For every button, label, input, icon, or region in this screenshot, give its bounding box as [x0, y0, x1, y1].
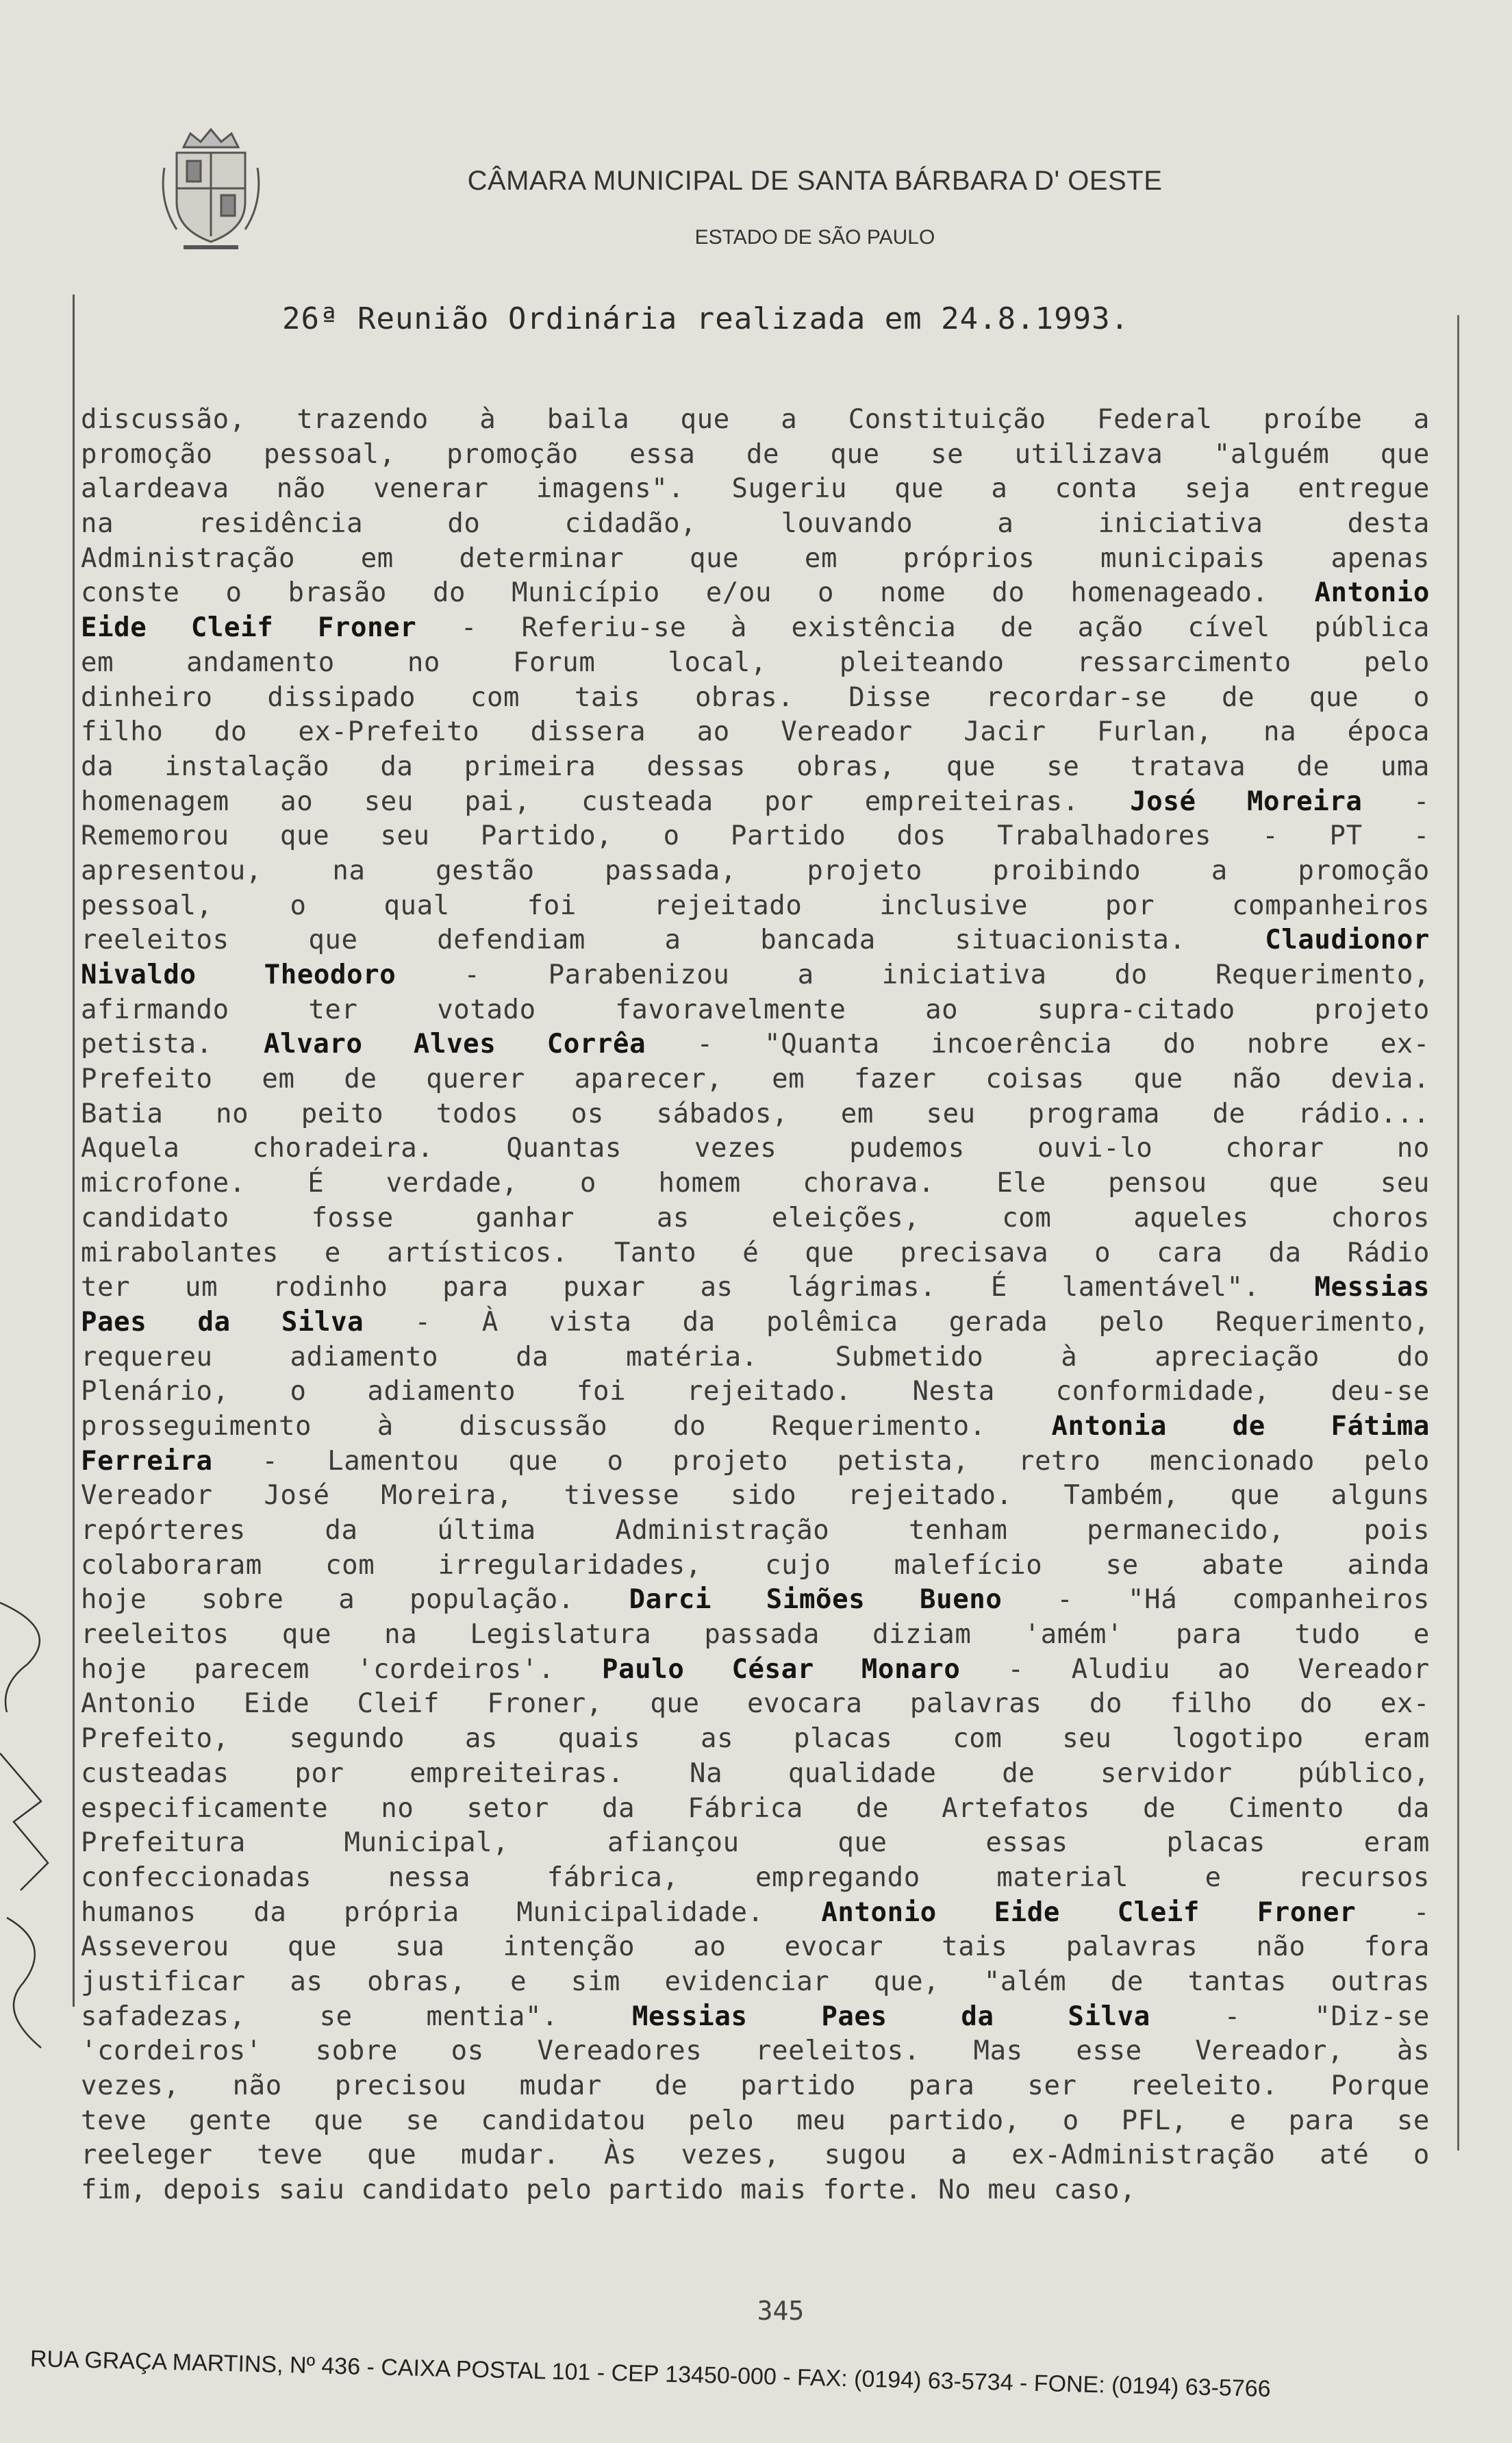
- body-text-segment: - "Diz-se: [1150, 2001, 1430, 2032]
- body-text-segment: vezes, não precisou mudar de partido para ser reeleito. Porque: [81, 2070, 1430, 2101]
- body-line: [81, 576, 1430, 611]
- body-text-segment: filho do ex-Prefeito dissera ao Vereador Jacir Furlan, na época: [81, 716, 1430, 748]
- body-line: [81, 1305, 1430, 1340]
- body-line: [81, 1444, 1430, 1479]
- body-line: [81, 854, 1430, 889]
- speaker-name: Ferreira: [81, 1445, 213, 1477]
- body-text-segment: Batia no peito todos os sábados, em seu programa de rádio...: [81, 1098, 1430, 1129]
- body-line: [81, 403, 1430, 438]
- body-text-segment: ter um rodinho para puxar as lágrimas. É lamentável".: [81, 1272, 1315, 1303]
- body-text-segment: conste o brasão do Município e/ou o nome do homenageado.: [81, 577, 1315, 609]
- body-text-segment: reeleitos que na Legislatura passada diziam 'amém' para tudo e: [81, 1619, 1430, 1651]
- page-number: 345: [757, 2296, 805, 2326]
- body-text-segment: afirmando ter votado favoravelmente ao supra-citado projeto: [81, 994, 1430, 1025]
- body-line: [81, 438, 1430, 473]
- speaker-name: Messias Paes da Silva: [631, 2001, 1150, 2032]
- body-text-segment: Prefeito em de querer aparecer, em fazer coisas que não devia.: [81, 1064, 1430, 1095]
- body-line: [81, 542, 1430, 577]
- state-subtitle: ESTADO DE SÃO PAULO: [694, 226, 935, 249]
- body-text-segment: homenagem ao seu pai, custeada por empreiteiras.: [81, 786, 1131, 817]
- body-text-segment: Aquela choradeira. Quantas vezes pudemos ouvi-lo chorar no: [81, 1133, 1430, 1164]
- body-text-segment: - "Há companheiros: [1002, 1584, 1430, 1616]
- body-line: [81, 1270, 1430, 1305]
- body-text-segment: justificar as obras, e sim evidenciar que, "além de tantas outras: [81, 1966, 1430, 1997]
- body-line: [81, 1861, 1430, 1896]
- body-text-segment: mirabolantes e artísticos. Tanto é que precisava o cara da Rádio: [81, 1237, 1430, 1268]
- body-line: [81, 646, 1430, 681]
- body-text-segment: colaboraram com irregularidades, cujo malefício se abate ainda: [81, 1549, 1430, 1581]
- body-line: [81, 1236, 1430, 1271]
- body-text-segment: em andamento no Forum local, pleiteando ressarcimento pelo: [81, 647, 1430, 678]
- body-line: [81, 1792, 1430, 1827]
- body-text-segment: Prefeito, segundo as quais as placas com seu logotipo eram: [81, 1723, 1430, 1755]
- body-text-segment: na residência do cidadão, louvando a iniciativa desta: [81, 508, 1430, 540]
- body-line: [81, 1896, 1430, 1931]
- body-text-segment: alardeava não venerar imagens". Sugeriu que a conta seja entregue: [81, 473, 1430, 505]
- body-text-segment: safadezas, se mentia".: [81, 2001, 632, 2032]
- body-line: [81, 2173, 1430, 2208]
- body-text-segment: custeadas por empreiteiras. Na qualidade de servidor público,: [81, 1757, 1430, 1789]
- body-text-segment: -: [1356, 1896, 1430, 1928]
- speaker-name: Eide Cleif Froner: [81, 612, 417, 644]
- right-margin-rule: [1457, 315, 1459, 2151]
- body-line: [81, 1965, 1430, 2000]
- body-text-segment: da instalação da primeira dessas obras, que se tratava de uma: [81, 751, 1430, 782]
- body-line: [81, 1166, 1430, 1201]
- body-text-segment: teve gente que se candidatou pelo meu partido, o PFL, e para se: [81, 2105, 1430, 2136]
- body-text-segment: - Lamentou que o projeto petista, retro mencionado pelo: [212, 1445, 1430, 1477]
- body-line: [81, 993, 1430, 1028]
- body-text-segment: Prefeitura Municipal, afiançou que essas placas eram: [81, 1827, 1430, 1859]
- body-text-segment: reeleger teve que mudar. Às vezes, sugou a ex-Administração até o: [81, 2140, 1430, 2171]
- body-line: [81, 785, 1430, 820]
- body-line: [81, 1340, 1430, 1375]
- body-text-segment: -: [1362, 786, 1431, 817]
- body-text-segment: - Referiu-se à existência de ação cível pública: [416, 612, 1430, 644]
- body-line: [81, 1027, 1430, 1062]
- body-line: [81, 1097, 1430, 1132]
- body-line: [81, 1410, 1430, 1444]
- body-text-segment: prosseguimento à discussão do Requerimento.: [81, 1410, 1052, 1442]
- body-text-segment: Administração em determinar que em próprios municipais apenas: [81, 542, 1430, 574]
- letterhead-footer: [29, 2325, 1502, 2403]
- body-line: [81, 1618, 1430, 1653]
- body-line: [81, 2000, 1430, 2035]
- footer-address: RUA GRAÇA MARTINS, Nº 436 - CAIXA POSTAL 101 - CEP 13450-000 - FAX: (0194) 63-5734 - FONE: (0194) 63-5766: [29, 2346, 1272, 2403]
- body-line: [81, 472, 1430, 507]
- speaker-name: Antonia de Fátima: [1051, 1410, 1430, 1442]
- body-line: [81, 819, 1430, 854]
- handwritten-signature: [0, 1575, 82, 2055]
- body-line: [81, 750, 1430, 785]
- body-text-segment: apresentou, na gestão passada, projeto proibindo a promoção: [81, 855, 1430, 886]
- body-line: [81, 681, 1430, 716]
- body-text-segment: candidato fosse ganhar as eleições, com aqueles choros: [81, 1202, 1430, 1233]
- body-text-segment: requereu adiamento da matéria. Submetido à apreciação do: [81, 1341, 1430, 1373]
- body-line: [81, 1583, 1430, 1618]
- speaker-name: Claudionor: [1265, 925, 1430, 956]
- speaker-name: Paes da Silva: [81, 1306, 364, 1338]
- body-line: [81, 889, 1430, 924]
- body-line: [81, 1549, 1430, 1583]
- body-text-segment: reeleitos que defendiam a bancada situacionista.: [81, 925, 1265, 956]
- body-text-segment: Vereador José Moreira, tivesse sido rejeitado. Também, que alguns: [81, 1480, 1430, 1512]
- body-text-segment: discussão, trazendo à baila que a Constituição Federal proíbe a: [81, 404, 1430, 435]
- body-line: [81, 1375, 1430, 1410]
- body-line: [81, 1930, 1430, 1965]
- body-text-segment: especificamente no setor da Fábrica de Artefatos de Cimento da: [81, 1792, 1430, 1824]
- body-line: [81, 1201, 1430, 1236]
- speaker-name: Antonio: [1314, 577, 1430, 609]
- body-text-segment: promoção pessoal, promoção essa de que se utilizava "alguém que: [81, 438, 1430, 470]
- body-text-segment: 'cordeiros' sobre os Vereadores reeleitos. Mas esse Vereador, às: [81, 2035, 1430, 2067]
- speaker-name: Antonio Eide Cleif Froner: [821, 1896, 1357, 1928]
- speaker-name: Paulo César Monaro: [602, 1653, 961, 1685]
- body-line: [81, 1062, 1430, 1097]
- body-line: [81, 2069, 1430, 2104]
- body-text-segment: fim, depois saiu candidato pelo partido mais forte. No meu caso,: [81, 2175, 1137, 2206]
- speaker-name: Nivaldo Theodoro: [81, 960, 396, 990]
- body-line: [81, 1687, 1430, 1722]
- meeting-title: 26ª Reunião Ordinária realizada em 24.8.1993.: [282, 301, 1130, 336]
- body-line: [81, 2104, 1430, 2139]
- body-text-segment: humanos da própria Municipalidade.: [81, 1896, 822, 1928]
- body-line: [81, 715, 1430, 750]
- body-text-segment: microfone. É verdade, o homem chorava. Ele pensou que seu: [81, 1168, 1430, 1199]
- body-text-segment: Asseverou que sua intenção ao evocar tais palavras não fora: [81, 1931, 1430, 1963]
- body-text-segment: - "Quanta incoerência do nobre ex-: [646, 1029, 1430, 1060]
- body-line: [81, 507, 1430, 542]
- institution-title: CÂMARA MUNICIPAL DE SANTA BÁRBARA D' OESTE: [467, 166, 1163, 196]
- body-line: [81, 1826, 1430, 1861]
- body-line: [81, 923, 1430, 958]
- speaker-name: Alvaro Alves Corrêa: [264, 1029, 646, 1060]
- body-text-segment: hoje parecem 'cordeiros'.: [81, 1653, 603, 1685]
- body-text-segment: Antonio Eide Cleif Froner, que evocara palavras do filho do ex-: [81, 1688, 1430, 1720]
- speaker-name: José Moreira: [1130, 786, 1363, 817]
- body-text-segment: - Aludiu ao Vereador: [960, 1653, 1430, 1685]
- body-line: [81, 1479, 1430, 1514]
- body-line: [81, 1653, 1430, 1688]
- body-text-segment: hoje sobre a população.: [81, 1584, 629, 1616]
- speaker-name: Messias: [1314, 1272, 1430, 1303]
- body-line: [81, 2138, 1430, 2173]
- minutes-body: [81, 403, 1430, 2208]
- body-text-segment: repórteres da última Administração tenham permanecido, pois: [81, 1515, 1430, 1546]
- body-text-segment: Rememorou que seu Partido, o Partido dos Trabalhadores - PT -: [81, 820, 1430, 852]
- body-line: [81, 1757, 1430, 1792]
- body-line: [81, 1514, 1430, 1549]
- body-text-segment: - Parabenizou a iniciativa do Requerimento,: [396, 960, 1430, 990]
- body-text-segment: petista.: [81, 1029, 264, 1060]
- body-line: [81, 1131, 1430, 1166]
- body-text-segment: confeccionadas nessa fábrica, empregando material e recursos: [81, 1862, 1430, 1893]
- body-text-segment: Plenário, o adiamento foi rejeitado. Nesta conformidade, deu-se: [81, 1376, 1430, 1407]
- speaker-name: Darci Simões Bueno: [629, 1584, 1003, 1616]
- body-line: [81, 611, 1430, 646]
- body-line: [81, 958, 1430, 993]
- body-text-segment: dinheiro dissipado com tais obras. Disse recordar-se de que o: [81, 681, 1430, 713]
- body-text-segment: - À vista da polêmica gerada pelo Requerimento,: [364, 1306, 1430, 1338]
- municipal-crest-icon: [156, 120, 266, 257]
- body-line: [81, 1722, 1430, 1757]
- body-line: [81, 2034, 1430, 2069]
- body-text-segment: pessoal, o qual foi rejeitado inclusive por companheiros: [81, 890, 1430, 921]
